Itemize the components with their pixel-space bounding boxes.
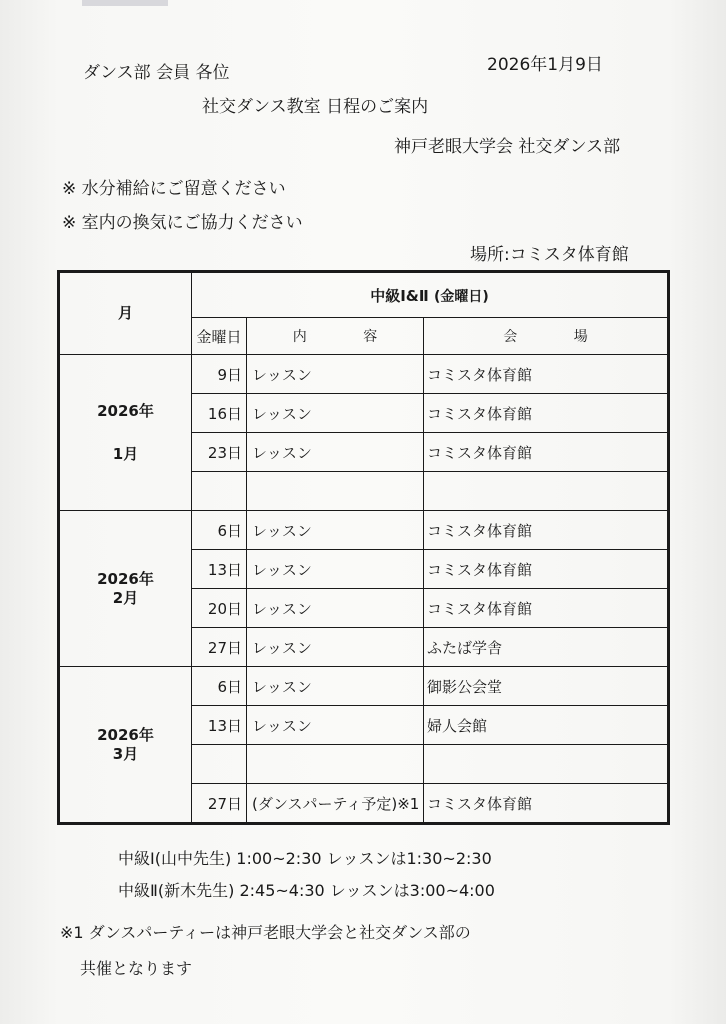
day-cell: 13日 bbox=[192, 706, 247, 745]
col-content-header: 内 容 bbox=[247, 318, 424, 355]
col-venue-header: 会 場 bbox=[424, 318, 669, 355]
venue-cell bbox=[424, 472, 669, 511]
class-title-cell bbox=[192, 272, 669, 318]
content-cell: レッスン bbox=[247, 667, 424, 706]
venue-cell: コミスタ体育館 bbox=[424, 784, 669, 824]
month-name: 1月 bbox=[112, 444, 139, 463]
content-cell: レッスン bbox=[247, 511, 424, 550]
venue-cell: コミスタ体育館 bbox=[424, 433, 669, 472]
day-cell bbox=[192, 472, 247, 511]
content-cell: レッスン bbox=[247, 589, 424, 628]
content-cell: レッスン bbox=[247, 394, 424, 433]
table-row bbox=[59, 667, 669, 706]
day-cell: 27日 bbox=[192, 784, 247, 824]
day-cell: 16日 bbox=[192, 394, 247, 433]
schedule-table bbox=[57, 270, 670, 825]
content-cell: レッスン bbox=[247, 550, 424, 589]
issue-date: 2026年1月9日 bbox=[487, 55, 603, 75]
table-row bbox=[59, 511, 669, 550]
day-cell: 9日 bbox=[192, 355, 247, 394]
venue-cell: コミスタ体育館 bbox=[424, 511, 669, 550]
month-year: 2026年 bbox=[97, 402, 154, 420]
schedule-note-class1: 中級Ⅰ(山中先生) 1:00~2:30 レッスンは1:30~2:30 bbox=[118, 849, 492, 868]
day-cell: 27日 bbox=[192, 628, 247, 667]
content-cell: レッスン bbox=[247, 628, 424, 667]
venue-cell: 婦人会館 bbox=[424, 706, 669, 745]
venue-cell: コミスタ体育館 bbox=[424, 394, 669, 433]
month-name: 2月 bbox=[112, 588, 139, 607]
venue-cell: ふたば学舎 bbox=[424, 628, 669, 667]
class-day: (金曜日) bbox=[433, 288, 489, 305]
document-title: 社交ダンス教室 日程のご案内 bbox=[202, 97, 429, 117]
day-cell: 13日 bbox=[192, 550, 247, 589]
notice-hydration: ※ 水分補給にご留意ください bbox=[62, 179, 286, 199]
month-cell bbox=[59, 667, 192, 824]
month-year: 2026年 bbox=[97, 569, 154, 588]
day-cell: 6日 bbox=[192, 511, 247, 550]
class-title: 中級Ⅰ&Ⅱ bbox=[370, 286, 429, 305]
day-cell: 20日 bbox=[192, 589, 247, 628]
venue-cell bbox=[424, 745, 669, 784]
month-cell bbox=[59, 355, 192, 511]
organization: 神戸老眼大学会 社交ダンス部 bbox=[394, 137, 621, 157]
day-cell: 6日 bbox=[192, 667, 247, 706]
day-cell: 23日 bbox=[192, 433, 247, 472]
notice-ventilation: ※ 室内の換気にご協力ください bbox=[62, 213, 303, 233]
table-row bbox=[59, 355, 669, 394]
binder-tab bbox=[82, 0, 168, 6]
month-column-header: 月 bbox=[59, 272, 192, 355]
content-cell: (ダンスパーティ予定)※1 bbox=[247, 784, 424, 824]
day-cell bbox=[192, 745, 247, 784]
content-cell: レッスン bbox=[247, 433, 424, 472]
footnote-line2: 共催となります bbox=[80, 959, 193, 978]
recipient: ダンス部 会員 各位 bbox=[83, 63, 230, 83]
footnote-line1: ※1 ダンスパーティーは神戸老眼大学会と社交ダンス部の bbox=[60, 923, 471, 942]
venue-cell: 御影公会堂 bbox=[424, 667, 669, 706]
month-cell bbox=[59, 511, 192, 667]
venue-cell: コミスタ体育館 bbox=[424, 550, 669, 589]
col-day-header: 金曜日 bbox=[192, 318, 247, 355]
place-label: 場所:コミスタ体育館 bbox=[470, 245, 629, 265]
month-year: 2026年 bbox=[97, 725, 154, 744]
schedule-note-class2: 中級Ⅱ(新木先生) 2:45~4:30 レッスンは3:00~4:00 bbox=[118, 881, 495, 900]
venue-cell: コミスタ体育館 bbox=[424, 589, 669, 628]
month-name: 3月 bbox=[112, 744, 139, 763]
content-cell: レッスン bbox=[247, 706, 424, 745]
content-cell bbox=[247, 472, 424, 511]
content-cell bbox=[247, 745, 424, 784]
content-cell: レッスン bbox=[247, 355, 424, 394]
venue-cell: コミスタ体育館 bbox=[424, 355, 669, 394]
